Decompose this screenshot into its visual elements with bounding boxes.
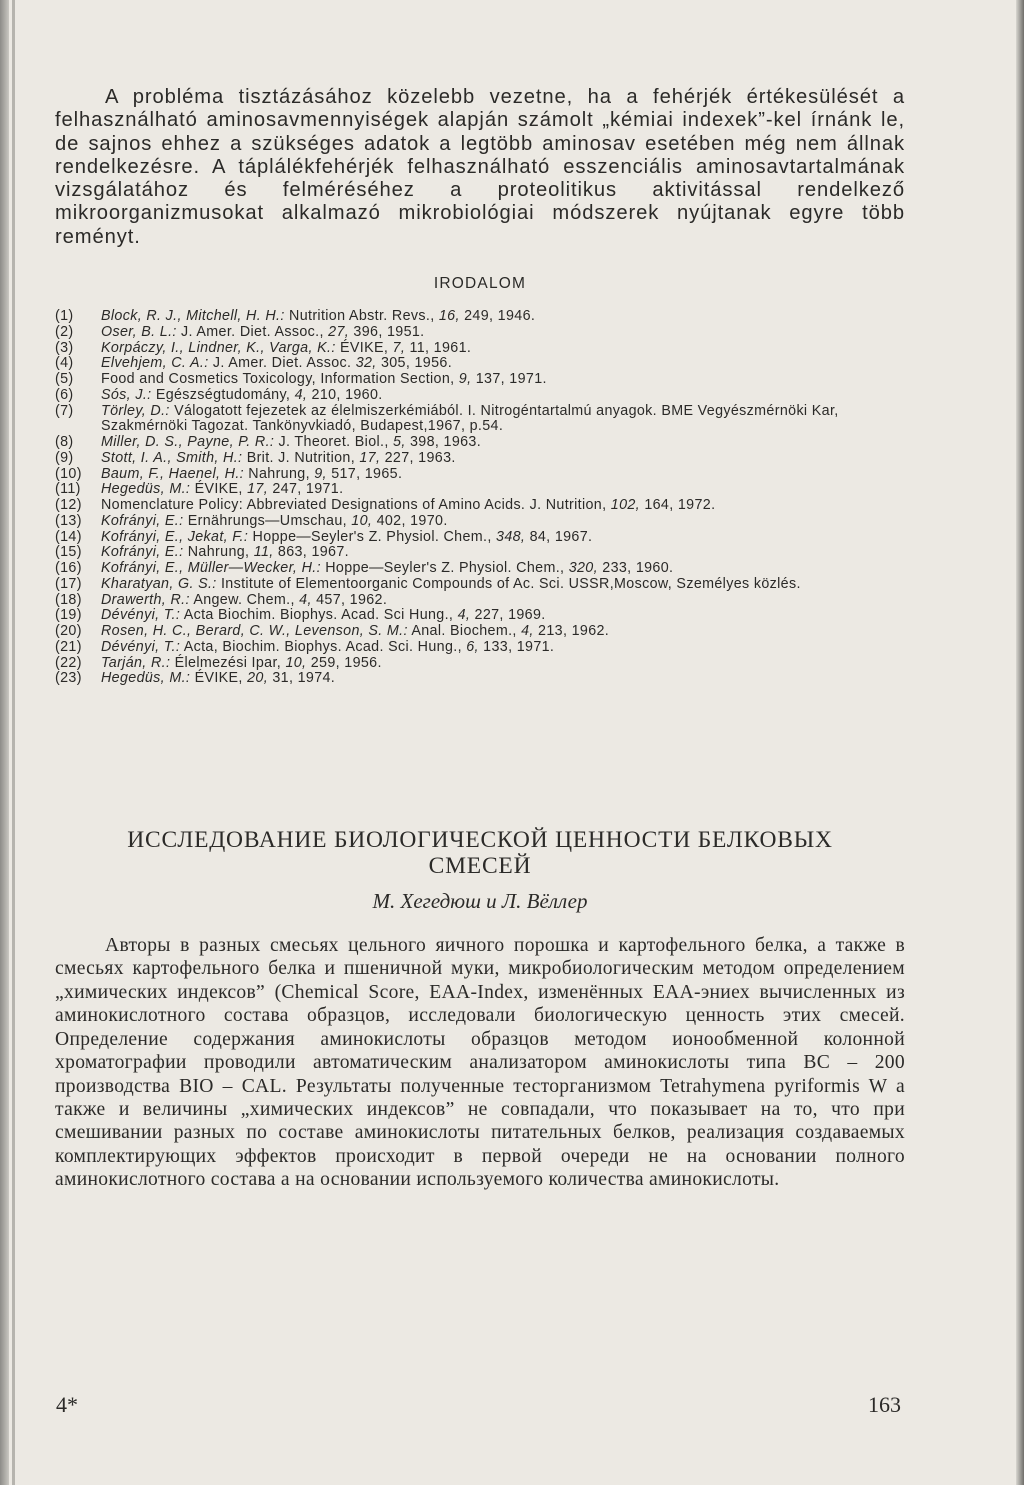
reference-body (101, 514, 905, 530)
reference-text: Nahrung, (248, 465, 310, 482)
reference-text: J. Amer. Diet. Assoc. (212, 355, 352, 372)
reference-authors: Kofrányi, E.: (101, 544, 184, 561)
reference-body (101, 608, 905, 624)
reference-item (55, 309, 905, 325)
reference-vol: 9, (458, 371, 472, 388)
russian-authors: М. Хегедюш и Л. Вёллер (372, 889, 588, 914)
reference-text: Élelmezési Ipar, (174, 654, 282, 671)
reference-authors: Miller, D. S., Payne, P. R.: (101, 434, 275, 451)
reference-body (101, 325, 905, 341)
reference-vol: 16, (438, 308, 460, 325)
reference-vol: 10, (351, 512, 373, 529)
reference-number: (14) (55, 528, 82, 545)
reference-authors: Oser, B. L.: (101, 323, 177, 340)
reference-item (55, 341, 905, 357)
reference-rest: 213, 1962. (538, 623, 610, 640)
reference-item (55, 561, 905, 577)
reference-number: (13) (55, 512, 82, 529)
scan-edge-right (1016, 0, 1024, 1485)
reference-vol: 102, (610, 497, 640, 514)
reference-vol: 4, (521, 623, 534, 640)
reference-authors: Sós, J.: (101, 386, 152, 403)
reference-number: (18) (55, 591, 82, 608)
reference-authors: Kofrányi, E.: (101, 512, 184, 529)
reference-item (55, 577, 905, 593)
reference-vol: 4, (457, 607, 471, 624)
scan-edge-shadow (12, 0, 15, 1485)
reference-text: Nomenclature Policy: Abbreviated Designations of Amino Acids. J. Nutrition, (101, 497, 607, 514)
reference-item (55, 482, 905, 498)
reference-authors: Kharatyan, G. S.: (101, 575, 217, 592)
reference-body (101, 593, 905, 609)
reference-vol: 320, (568, 560, 598, 577)
reference-authors: Kofrányi, E., Müller—Wecker, H.: (101, 560, 321, 577)
reference-vol: 5, (393, 434, 406, 451)
reference-rest: 84, 1967. (529, 528, 593, 545)
reference-number: (1) (55, 308, 74, 325)
reference-number: (22) (55, 654, 82, 671)
reference-item (55, 451, 905, 467)
reference-text: Hoppe—Seyler's Z. Physiol. Chem., (252, 528, 492, 545)
reference-vol: 17, (247, 481, 269, 498)
reference-body (101, 640, 905, 656)
reference-authors: Stott, I. A., Smith, H.: (101, 449, 243, 466)
reference-body (101, 451, 905, 467)
reference-number: (23) (55, 670, 82, 687)
reference-authors: Drawerth, R.: (101, 591, 190, 608)
reference-item (55, 372, 905, 388)
reference-rest: 396, 1951. (353, 323, 425, 340)
reference-text: Hoppe—Seyler's Z. Physiol. Chem., (325, 560, 565, 577)
reference-item (55, 435, 905, 451)
reference-number: (21) (55, 638, 82, 655)
reference-vol: 27, (328, 323, 350, 340)
reference-rest: 137, 1971. (475, 371, 547, 388)
reference-item (55, 640, 905, 656)
reference-authors: Baum, F., Haenel, H.: (101, 465, 244, 482)
reference-number: (2) (55, 323, 74, 340)
reference-rest: 863, 1967. (277, 544, 349, 561)
reference-body (101, 624, 905, 640)
reference-body (101, 498, 905, 514)
reference-rest: 227, 1969. (474, 607, 546, 624)
reference-vol: 4, (299, 591, 312, 608)
reference-text: Ernährungs—Umschau, (187, 512, 347, 529)
reference-body (101, 561, 905, 577)
reference-body (101, 467, 905, 483)
reference-rest: 517, 1965. (331, 465, 403, 482)
reference-body (101, 577, 905, 593)
reference-text: Food and Cosmetics Toxicology, Information Section, (101, 371, 455, 388)
reference-item (55, 325, 905, 341)
signature-mark: 4* (56, 1392, 78, 1417)
reference-text: Egészségtudomány, (155, 386, 291, 403)
reference-item (55, 608, 905, 624)
reference-rest: 210, 1960. (311, 386, 383, 403)
reference-number: (19) (55, 607, 82, 624)
reference-vol: 7, (392, 339, 406, 356)
russian-abstract: Авторы в разных смесьях цельного яичного порошка и картофельного белка, а также в смесьях картофельного белка и пшеничной муки, микробиологическим методом определением „химических индексов” (Chemical Score, EAA-Index, изменённых EAA-эниех вычисленных из аминокислотного состава образцов, исследовали биологическую ценность этих смесей. Определение содержания аминокислоты образцов методом ионообменной колонной хроматографии проводили автоматическим анализатором аминокислоты типа BC – 200 производства BIO – CAL. Результаты полученные тесторганизмом Tetrahymena pyriformis W а также и величины „химических индексов” не совпадали, что показывает на то, что при смешивании разных по составе аминокислоты питательных белков, реализация создаваемых комплектирующих эффектов происходит в первой очереди не на основании полного аминокислотного состава а на основании используемого количества аминокислоты. (55, 935, 905, 1191)
reference-rest: 259, 1956. (310, 654, 382, 671)
reference-number: (17) (55, 575, 82, 592)
reference-authors: Törley, D.: (101, 402, 170, 419)
reference-text: J. Amer. Diet. Assoc., (181, 323, 324, 340)
reference-body (101, 309, 905, 325)
reference-vol: 17, (359, 449, 381, 466)
reference-vol: 4, (294, 386, 308, 403)
reference-text: Acta Biochim. Biophys. Acad. Sci Hung., (183, 607, 454, 624)
reference-number: (16) (55, 560, 82, 577)
reference-rest: 11, 1961. (409, 339, 472, 356)
reference-number: (6) (55, 386, 74, 403)
reference-rest: 249, 1946. (464, 308, 536, 325)
reference-authors: Tarján, R.: (101, 654, 171, 671)
reference-item (55, 514, 905, 530)
russian-title: ИССЛЕДОВАНИЕ БИОЛОГИЧЕСКОЙ ЦЕННОСТИ БЕЛКОВЫХ СМЕСЕЙ (127, 827, 833, 880)
reference-item (55, 593, 905, 609)
reference-rest: 305, 1956. (380, 355, 453, 372)
reference-authors: Dévényi, T.: (101, 638, 181, 655)
reference-item (55, 545, 905, 561)
reference-body (101, 388, 905, 404)
reference-rest: 247, 1971. (272, 481, 344, 498)
reference-authors: Korpáczy, I., Lindner, K., Varga, K.: (101, 339, 336, 356)
reference-text: Nahrung, (187, 544, 250, 561)
reference-number: (7) (55, 402, 74, 419)
reference-number: (12) (55, 497, 82, 514)
references-heading: IRODALOM (433, 275, 527, 293)
reference-text: Válogatott fejezetek az élelmiszerkémiából. I. Nitrogéntartalmú anyagok. BME Vegyészmérnöki Kar, Szakmérnöki Tagozat. Tankönyvkiadó, Budapest,1967, p.54. (101, 402, 839, 435)
reference-text: Acta, Biochim. Biophys. Acad. Sci. Hung., (183, 638, 462, 655)
reference-number: (5) (55, 371, 74, 388)
reference-item (55, 498, 905, 514)
reference-text: Brit. J. Nutrition, (246, 449, 356, 466)
reference-vol: 11, (253, 544, 274, 561)
reference-number: (4) (55, 355, 74, 372)
reference-authors: Rosen, H. C., Berard, C. W., Levenson, S. M.: (101, 623, 408, 640)
intro-paragraph: A probléma tisztázásához közelebb vezetne, ha a fehérjék értékesülését a felhasználható aminosavmennyiségek alapján számolt „kémiai indexek”-kel írnánk le, de sajnos ehhez a szükséges adatok a legtöbb aminosav esetében még nem állnak rendelkezésre. A táplálékfehérjék felhasználható esszenciális aminosavtartalmának vizsgálatához és felméréséhez a proteolitikus aktivitással rendelkező mikroorganizmusokat alkalmazó mikrobiológiai módszerek nyújtanak egyre több reményt. (55, 86, 905, 248)
reference-text: ÉVIKE, (340, 339, 389, 356)
reference-number: (8) (55, 434, 74, 451)
reference-number: (20) (55, 623, 82, 640)
reference-vol: 348, (496, 528, 526, 545)
reference-vol: 10, (285, 654, 307, 671)
reference-item (55, 656, 905, 672)
reference-authors: Kofrányi, E., Jekat, F.: (101, 528, 249, 545)
reference-rest: 133, 1971. (483, 638, 555, 655)
reference-vol: 32, (355, 355, 377, 372)
reference-text: Angew. Chem., (193, 591, 295, 608)
reference-authors: Block, R. J., Mitchell, H. H.: (101, 308, 285, 325)
reference-body (101, 372, 905, 388)
reference-body (101, 545, 905, 561)
reference-number: (15) (55, 544, 82, 561)
reference-item (55, 404, 905, 436)
reference-body (101, 341, 905, 357)
reference-item (55, 388, 905, 404)
reference-body (101, 356, 905, 372)
reference-text: Nutrition Abstr. Revs., (289, 308, 435, 325)
reference-body (101, 404, 905, 436)
reference-text: Institute of Elementoorganic Compounds of Ac. Sci. USSR,Moscow, Személyes közlés. (220, 575, 801, 592)
reference-text: ÉVIKE, (194, 670, 243, 687)
reference-rest: 402, 1970. (376, 512, 448, 529)
reference-item (55, 671, 905, 687)
reference-authors: Elvehjem, C. A.: (101, 355, 209, 372)
reference-number: (9) (55, 449, 74, 466)
reference-item (55, 356, 905, 372)
reference-number: (10) (55, 465, 82, 482)
reference-rest: 164, 1972. (644, 497, 716, 514)
reference-rest: 457, 1962. (316, 591, 388, 608)
page-content (55, 86, 905, 1192)
reference-body (101, 671, 905, 687)
reference-number: (11) (55, 481, 81, 498)
reference-body (101, 530, 905, 546)
reference-rest: 233, 1960. (602, 560, 674, 577)
page-number: 163 (868, 1392, 901, 1417)
scan-edge-left (0, 0, 9, 1485)
reference-text: ÉVIKE, (194, 481, 243, 498)
reference-body (101, 656, 905, 672)
reference-body (101, 435, 905, 451)
reference-vol: 6, (466, 638, 479, 655)
reference-text: Anal. Biochem., (411, 623, 517, 640)
reference-authors: Hegedüs, M.: (101, 481, 191, 498)
reference-item (55, 530, 905, 546)
reference-text: J. Theoret. Biol., (278, 434, 389, 451)
reference-item (55, 624, 905, 640)
references-list (55, 309, 905, 687)
reference-number: (3) (55, 339, 74, 356)
reference-body (101, 482, 905, 498)
reference-rest: 398, 1963. (409, 434, 482, 451)
reference-rest: 31, 1974. (272, 670, 336, 687)
reference-vol: 9, (314, 465, 327, 482)
reference-authors: Hegedüs, M.: (101, 670, 191, 687)
reference-rest: 227, 1963. (384, 449, 456, 466)
reference-authors: Dévényi, T.: (101, 607, 181, 624)
reference-vol: 20, (247, 670, 269, 687)
reference-item (55, 467, 905, 483)
